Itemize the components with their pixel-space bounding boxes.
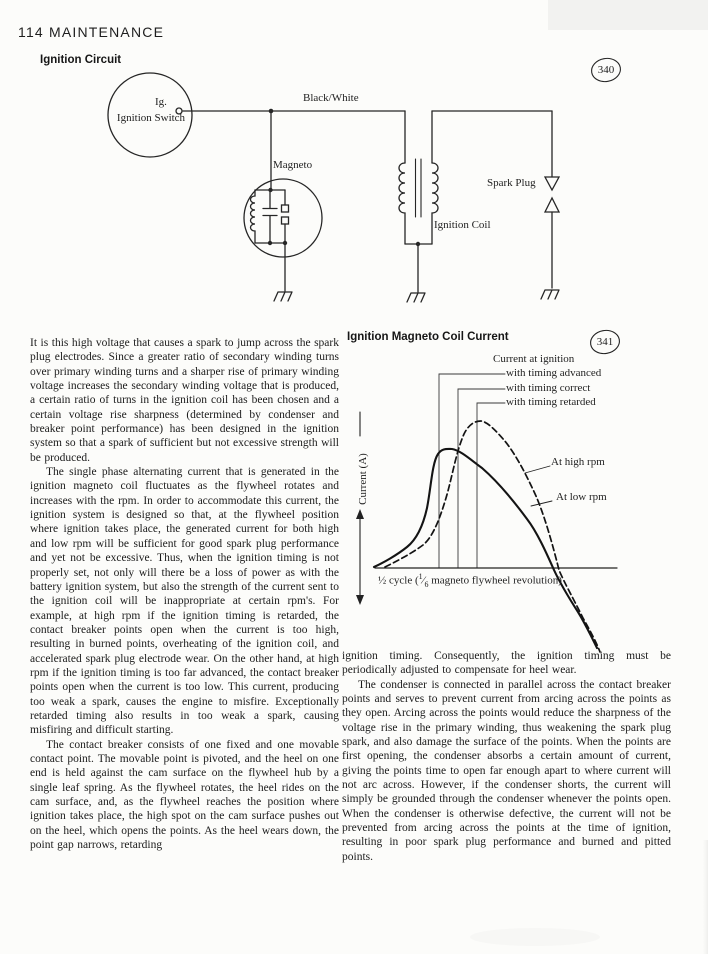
- x-axis-label-numerator: 1: [418, 572, 423, 581]
- curve-at-low-rpm: [374, 449, 597, 648]
- right-text-column: [342, 649, 671, 864]
- paragraph: It is this high voltage that causes a spark to jump across the spark plug electrodes. Since a greater ratio of secondary winding turns over primary winding turns and a sharper rise of primary winding voltage increases the secondary winding voltage that is produced, a certain ratio of turns in the ignition coil has been chosen and a certain voltage rise sharpness (determined by condenser and breaker point performance) has been designed in the ignition system so that a spark of sufficient but not excessive strength will be produced.: [30, 337, 339, 464]
- page-header: 114 MAINTENANCE: [18, 24, 165, 40]
- figure-341-number: 341: [596, 336, 614, 348]
- label-ignition-coil: Ignition Coil: [434, 219, 491, 231]
- x-axis-label: [378, 572, 562, 589]
- x-axis-label-post: magneto flywheel revolution): [428, 574, 562, 587]
- legend-item-retarded: with timing retarded: [506, 396, 596, 408]
- coil-core-lines: [416, 159, 422, 217]
- pointer-low-rpm: [531, 501, 552, 506]
- scan-smudge-bottom: [470, 928, 600, 946]
- condenser-icon: [263, 190, 277, 243]
- spark-gap-lower-icon: [545, 198, 559, 212]
- marker-timing-correct: [458, 389, 505, 568]
- figure-340-number: 340: [597, 64, 615, 76]
- spark-gap-upper-icon: [545, 177, 559, 190]
- label-wire-color: Black/White: [303, 92, 359, 104]
- coil-current-chart: [345, 330, 708, 660]
- legend-header: Current at ignition: [493, 353, 575, 365]
- junction-dot: [268, 241, 272, 245]
- ground-icon: [274, 292, 292, 301]
- label-spark-plug: Spark Plug: [487, 177, 536, 189]
- series-label-low-rpm: At low rpm: [556, 491, 607, 503]
- pointer-high-rpm: [525, 466, 550, 473]
- paragraph: The condenser is connected in parallel across the contact breaker points and serves to prevent current from arcing across the points as they open. Arcing across the points would reduce the sharpness of the voltage rise in the primary winding, thus weakening the spark plug spark, and also damage the surface of the points. When the points are first opening, the condenser absorbs a certain amount of current, giving the points time to open far enough apart to where current will not arc across. However, if the condenser shorts, the current will simply be grounded through the condenser whenever the points open. When the condenser is otherwise defective, the current will not be prevented from arcing across the points at the time of ignition, resulting in poor spark plug performance and burned and pitted points.: [342, 678, 671, 863]
- breaker-point-contact: [282, 205, 289, 212]
- legend-item-advanced: with timing advanced: [506, 367, 602, 379]
- breaker-point-contact: [282, 217, 289, 224]
- paragraph: ignition timing. Consequently, the ignition timing must be periodically adjusted to compensate for heel wear.: [342, 650, 671, 677]
- y-axis-arrowhead-down: [356, 595, 364, 605]
- ground-icon: [407, 293, 425, 302]
- scan-smudge-top-right: [548, 0, 708, 30]
- y-axis-label: Current (A): [357, 453, 369, 505]
- paragraph: The single phase alternating current that is generated in the ignition magneto coil fluctuates as the flywheel rotates and increases with the rpm. In order to accommodate this current, the ignition system is designed so that, at the flywheel position where ignition takes place, the generated current for both high and low rpm will be sufficient for good spark plug performance and yet not be excessive. Thus, when the ignition timing is not properly set, not only will there be a loss of power as with the battery ignition system, but also the strength of the current sent to the ignition coil will be inappropriate at certain rpm's. For example, at high rpm if the ignition timing is retarded, the contact breaker points open when the current is too high, resulting in burned points, overheating of the ignition coil, and accelerated spark plug electrode wear. On the other hand, at high rpm if the ignition timing is too far advanced, the contact breaker points open when the current is too low. This current, producing too weak a spark, causes the engine to misfire. Exceptionally retarded timing also results in too weak a spark, causing misfiring and difficult starting.: [30, 466, 339, 737]
- x-axis-label-denominator: 6: [424, 579, 429, 589]
- section-title: Ignition Circuit: [40, 54, 122, 66]
- x-axis-label-pre: ½ cycle (: [378, 574, 419, 587]
- series-label-high-rpm: At high rpm: [551, 456, 605, 468]
- ground-icon: [541, 290, 559, 299]
- label-ig: Ig.: [155, 96, 167, 108]
- paragraph: The contact breaker consists of one fixed and one movable contact point. The movable point is pivoted, and the heel on one end is held against the cam surface on the flywheel hub by a single leaf spring. As the flywheel rotates, the heel rides on the cam surface, and, as the flywheel reaches the position where ignition takes place, the high spot on the cam surface pushes out on the heel, which opens the points. As the heel wears down, the point gap narrows, retarding: [30, 738, 339, 852]
- primary-winding-icon: [399, 163, 405, 244]
- scan-edge-right: [703, 840, 708, 954]
- legend-item-correct: with timing correct: [506, 381, 591, 394]
- chart-title: Ignition Magneto Coil Current: [347, 331, 509, 343]
- label-ignition-switch: Ignition Switch: [116, 112, 186, 124]
- magneto-circle: [244, 179, 322, 257]
- left-text-column: [30, 336, 339, 852]
- x-axis-label-slash: ⁄: [422, 574, 425, 587]
- label-magneto: Magneto: [273, 159, 313, 171]
- secondary-winding-icon: [432, 163, 438, 244]
- magneto-coil-icon: [251, 190, 256, 243]
